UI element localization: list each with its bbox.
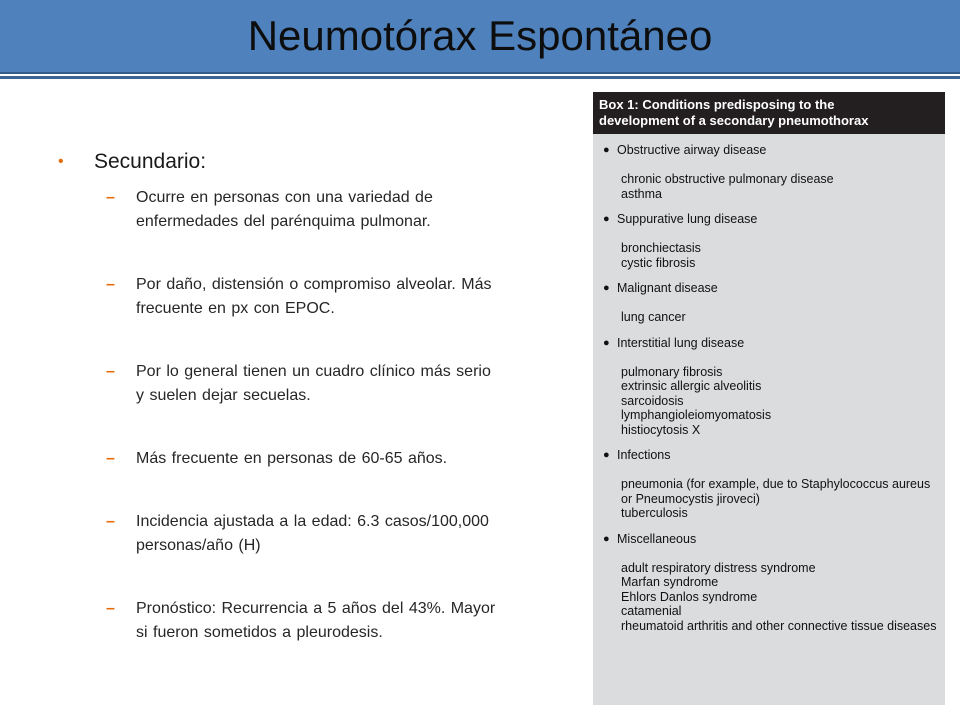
subbullet-line: si fueron sometidos a pleurodesis. <box>136 624 383 641</box>
category-item: chronic obstructive pulmonary disease <box>621 172 834 186</box>
subbullet-item <box>58 447 563 471</box>
category-name: Obstructive airway disease <box>617 143 767 157</box>
category-item: asthma <box>621 186 662 201</box>
category-item: pneumonia (for example, due to Staphylococcus aureus <box>621 477 931 491</box>
category-item: extrinsic allergic alveolitis <box>621 379 762 393</box>
category-name: Interstitial lung disease <box>617 335 745 350</box>
box-category <box>601 211 945 227</box>
subbullet-line: Por daño, distensión o compromiso alveolar. Más <box>136 276 492 293</box>
bullet-secundario <box>58 148 563 176</box>
category-item: rheumatoid arthritis and other connective tissue diseases <box>621 618 937 633</box>
subbullet-item <box>58 273 563 321</box>
category-items <box>601 477 945 521</box>
box-heading <box>593 92 945 134</box>
category-spacer <box>601 201 945 211</box>
category-item: adult respiratory distress syndrome <box>621 560 816 575</box>
dash-icon: – <box>106 513 115 530</box>
dash-icon: – <box>106 600 115 617</box>
bullet-text: Secundario: <box>94 150 207 173</box>
subbullet-line: Pronóstico: Recurrencia a 5 años del 43%. Mayor <box>136 600 496 617</box>
title-banner <box>0 0 960 74</box>
subbullet-line: frecuente en px con EPOC. <box>136 300 335 317</box>
subbullet-item <box>58 510 563 558</box>
category-item: catamenial <box>621 604 682 618</box>
slide-title: Neumotórax Espontáneo <box>247 12 713 59</box>
category-spacer <box>601 633 945 643</box>
subbullet-list <box>58 186 563 645</box>
box-heading-line: development of a secondary pneumothorax <box>599 113 869 128</box>
category-item: lymphangioleiomyomatosis <box>621 408 772 422</box>
box-category <box>601 447 945 463</box>
box-category <box>601 142 945 158</box>
bullet-list <box>58 148 563 684</box>
category-name: Suppurative lung disease <box>617 212 758 226</box>
category-bullet-icon: ● <box>603 282 610 294</box>
category-spacer <box>601 325 945 335</box>
dash-icon: – <box>106 189 115 206</box>
conditions-box <box>593 92 945 705</box>
dash-icon: – <box>106 276 115 293</box>
box-heading-line: Box 1: Conditions predisposing to the <box>599 97 835 112</box>
dash-icon: – <box>106 363 115 380</box>
subbullet-line: Por lo general tienen un cuadro clínico más serio <box>136 363 491 380</box>
subbullet-item <box>58 186 563 234</box>
category-item: tuberculosis <box>621 506 688 520</box>
box-category <box>601 280 945 296</box>
subbullet-line: Incidencia ajustada a la edad: 6.3 casos/100,000 <box>136 513 489 530</box>
category-item: Ehlors Danlos syndrome <box>621 589 758 604</box>
category-items <box>601 365 945 438</box>
box-category <box>601 335 945 351</box>
category-item: lung cancer <box>621 310 686 324</box>
dash-icon: – <box>106 450 115 467</box>
category-item: sarcoidosis <box>621 393 684 408</box>
subbullet-line: Más frecuente en personas de 60-65 años. <box>136 450 448 467</box>
category-name: Miscellaneous <box>617 531 697 546</box>
category-bullet-icon: ● <box>603 144 610 156</box>
category-spacer <box>601 270 945 280</box>
category-bullet-icon: ● <box>603 336 610 349</box>
title-underline <box>0 76 960 79</box>
category-item: or Pneumocystis jiroveci) <box>621 491 760 506</box>
box-category <box>601 531 945 547</box>
subbullet-item <box>58 360 563 408</box>
category-spacer <box>601 437 945 447</box>
category-name: Infections <box>617 448 671 462</box>
category-item: bronchiectasis <box>621 241 701 255</box>
subbullet-line: enfermedades del parénquima pulmonar. <box>136 213 431 230</box>
category-bullet-icon: ● <box>603 532 610 545</box>
category-items <box>601 172 945 201</box>
subbullet-line: y suelen dejar secuelas. <box>136 387 311 404</box>
bullet-icon: • <box>58 153 64 170</box>
subbullet-line: personas/año (H) <box>136 537 261 554</box>
box-body <box>593 134 945 643</box>
category-items <box>601 561 945 634</box>
category-bullet-icon: ● <box>603 449 610 461</box>
category-item: pulmonary fibrosis <box>621 364 723 379</box>
category-spacer <box>601 521 945 531</box>
subbullet-item <box>58 597 563 645</box>
subbullet-line: Ocurre en personas con una variedad de <box>136 189 433 206</box>
category-items <box>601 241 945 270</box>
category-item: histiocytosis X <box>621 422 701 437</box>
category-items <box>601 310 945 325</box>
category-item: cystic fibrosis <box>621 255 696 270</box>
category-bullet-icon: ● <box>603 213 610 225</box>
category-name: Malignant disease <box>617 281 718 295</box>
category-item: Marfan syndrome <box>621 575 719 589</box>
